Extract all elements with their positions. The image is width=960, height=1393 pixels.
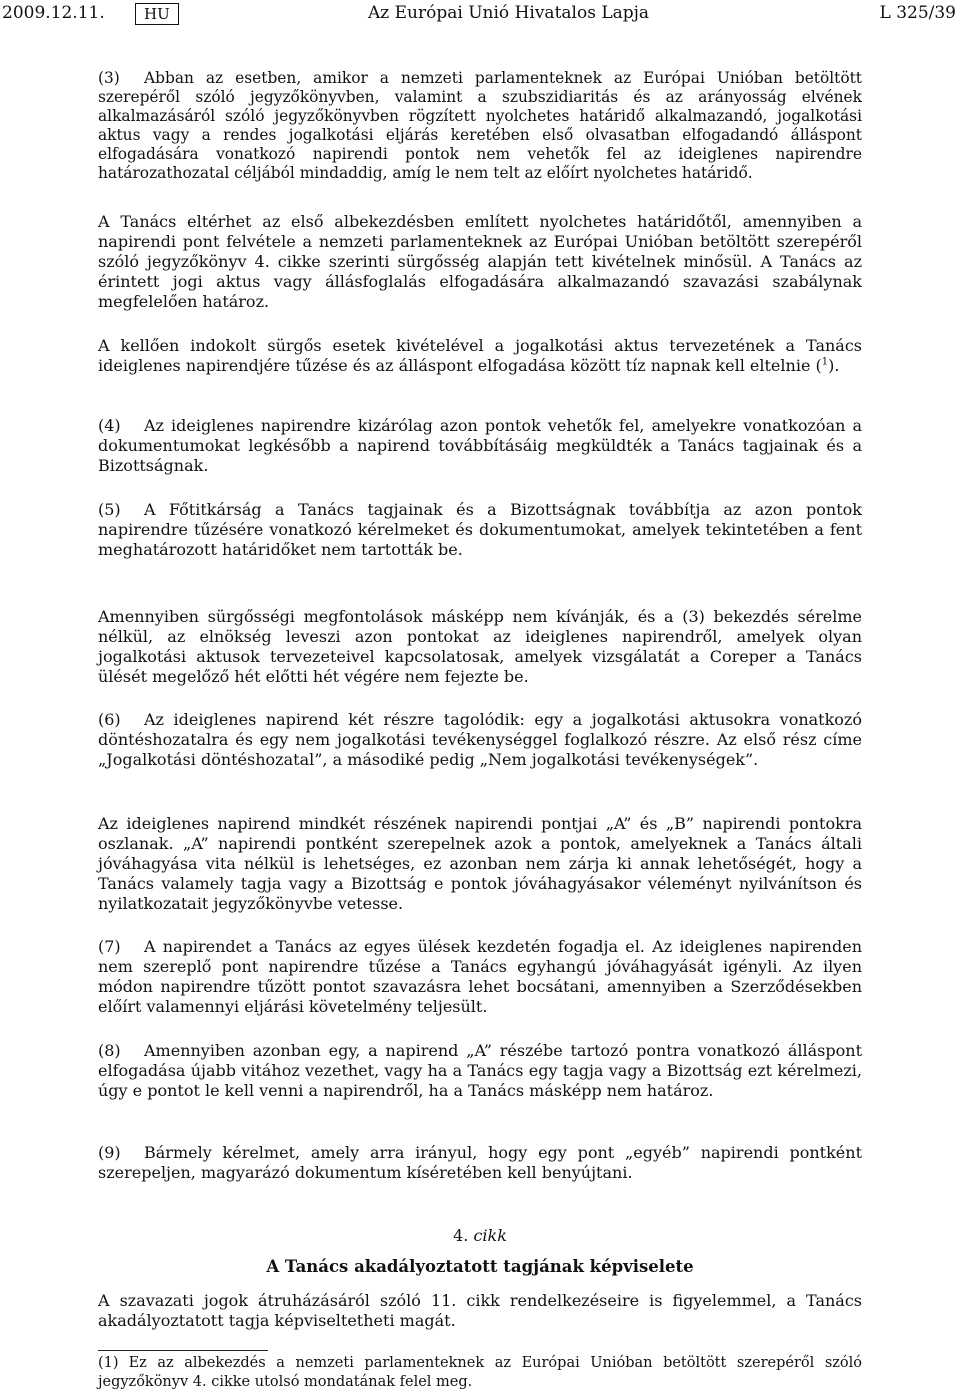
paragraph-text: Amennyiben azonban egy, a napirend „A” részébe tartozó pontra vonatkozó álláspont elfogadása újabb vitához vezethet, vagy ha a Tanács egy tagja vagy a Bizottság ezt kérelmezi, úgy e pontot le kell venni a napirendről, ha a Tanács másképp nem határoz. xyxy=(98,1041,862,1100)
paragraph-number: (9) xyxy=(98,1143,121,1162)
footnote-mark: (1) xyxy=(98,1355,119,1371)
paragraph-6-subparagraph-2 xyxy=(98,814,862,914)
paragraph-text: A kellően indokolt sürgős esetek kivételével a jogalkotási aktus tervezetének a Tanács ideiglenes napirendjére tűzése és az álláspont elfogadása között tíz napnak kell eltelnie xyxy=(98,336,862,375)
footnote-reference[interactable]: 1 xyxy=(821,356,829,368)
paragraph-text: Abban az esetben, amikor a nemzeti parlamenteknek az Európai Unióban betöltött szerepéről szóló jegyzőkönyvben, valamint a szubszidiaritás és az arányosság elvének alkalmazásáról szóló jegyzőkönyvben rögzített nyolchetes határidő alkalmazandó, jogalkotási aktus vagy a rendes jogalkotási eljárás keretében első olvasatban elfogadandó álláspont elfogadására vonatkozó napirendi pontok nem vehetők fel az ideiglenes napirendre határozathozatal céljából mindaddig, amíg le nem telt az előírt nyolchetes határidő. xyxy=(98,69,862,182)
paragraph-6 xyxy=(98,710,862,770)
paragraph-text: Amennyiben sürgősségi megfontolások másképp nem kívánják, és a (3) bekezdés sérelme nélkül, az elnökség leveszi azon pontokat az ideiglenes napirendről, amelyek olyan jogalkotási aktusok tervezeteivel kapcsolatosak, amelyek vizsgálatát a Coreper a Tanács ülését megelőző hét előtti hét végére nem fejezte be. xyxy=(98,607,862,686)
page-reference: L 325/39 xyxy=(879,3,956,23)
paragraph-3-subparagraph-3: A kellően indokolt sürgős esetek kivételével a jogalkotási aktus tervezetének a Tanács ideiglenes napirendjére tűzése és az álláspont elfogadása között tíz napnak kell eltelnie ($^1$). xyxy=(98,336,862,375)
paragraph-9 xyxy=(98,1143,862,1183)
paragraph-text: Az ideiglenes napirend két részre tagolódik: egy a jogalkotási aktusokra vonatkozó döntéshozatalra és egy nem jogalkotási tevékenységgel foglalkozó részre. Az első rész címe „Jogalkotási döntéshozatal”, a másodiké pedig „Nem jogalkotási tevékenységek”. xyxy=(98,710,862,769)
paragraph-number: (8) xyxy=(98,1041,121,1060)
paragraph-4 xyxy=(98,416,862,476)
paragraph-number: (6) xyxy=(98,710,121,729)
page-header xyxy=(0,3,960,27)
paragraph-7 xyxy=(98,937,862,1017)
paragraph-text: A napirendet a Tanács az egyes ülések kezdetén fogadja el. Az ideiglenes napirenden nem szereplő pont napirendre tűzése a Tanács egyhangú jóváhagyását igényli. Az ilyen módon napirendre tűzött pontot szavazásra lehet bocsátani, amennyiben a Szerződésekben előírt valamennyi eljárási követelmény teljesült. xyxy=(98,937,862,1016)
paragraph-5 xyxy=(98,500,862,560)
article-title: A Tanács akadályoztatott tagjának képviselete xyxy=(266,1257,694,1276)
paragraph-3 xyxy=(98,69,862,183)
paragraph-text: Bármely kérelmet, amely arra irányul, hogy egy pont „egyéb” napirendi pontként szerepeljen, magyarázó dokumentum kíséretében kell benyújtani. xyxy=(98,1143,862,1182)
footnote-separator xyxy=(98,1350,268,1351)
publication-date: 2009.12.11. xyxy=(2,3,105,23)
article-4-text xyxy=(98,1291,862,1331)
language-code-box: HU xyxy=(135,3,179,25)
paragraph-number: (7) xyxy=(98,937,121,956)
paragraph-text: Az ideiglenes napirend mindkét részének napirendi pontjai „A” és „B” napirendi pontokra oszlanak. „A” napirendi pontként szerepelnek azok a pontok, amelyeknek a Tanács általi jóváhagyása vita nélkül is lehetséges, ez azonban nem zárja ki annak lehetőségét, hogy a Tanács valamely tagja vagy a Bizottság e pontok jóváhagyásakor véleményt nyilvánítson és nyilatkozatait jegyzőkönyvbe vetesse. xyxy=(98,814,862,913)
paragraph-5-subparagraph-2 xyxy=(98,607,862,687)
article-number: 4. cikk xyxy=(453,1226,507,1245)
paragraph-number: (3) xyxy=(98,69,120,87)
paragraph-text: A Tanács eltérhet az első albekezdésben említett nyolchetes határidőtől, amennyiben a napirendi pont felvétele a nemzeti parlamenteknek az Európai Unióban betöltött szerepéről szóló jegyzőkönyv 4. cikke szerinti sürgősség alapján tett kivételnek minősül. A Tanács az érintett jogi aktus vagy állásfoglalás elfogadására alkalmazandó szavazási szabálynak megfelelően határoz. xyxy=(98,212,862,311)
article-label: cikk xyxy=(473,1226,507,1245)
paragraph-3-subparagraph-2 xyxy=(98,212,862,312)
paragraph-text: A szavazati jogok átruházásáról szóló 11. cikk rendelkezéseire is figyelemmel, a Tanács akadályoztatott tagja képviseltetheti magát. xyxy=(98,1291,862,1330)
footnote xyxy=(98,1354,862,1392)
paragraph-number: (5) xyxy=(98,500,121,519)
paragraph-8 xyxy=(98,1041,862,1101)
paragraph-text: Az ideiglenes napirendre kizárólag azon pontok vehetők fel, amelyekre vonatkozóan a dokumentumokat legkésőbb a napirend továbbításáig megküldték a Tanács tagjainak és a Bizottságnak. xyxy=(98,416,862,475)
paragraph-number: (4) xyxy=(98,416,121,435)
journal-title: Az Európai Unió Hivatalos Lapja xyxy=(368,3,650,23)
footnote-text: Ez az albekezdés a nemzeti parlamenteknek az Európai Unióban betöltött szerepéről szóló jegyzőkönyv 4. cikke utolsó mondatának felel meg. xyxy=(98,1355,862,1390)
paragraph-text: A Főtitkárság a Tanács tagjainak és a Bizottságnak továbbítja az azon pontok napirendre tűzésére vonatkozó kérelmeket és dokumentumokat, amelyek tekintetében a fent meghatározott határidőket nem tartották be. xyxy=(98,500,862,559)
